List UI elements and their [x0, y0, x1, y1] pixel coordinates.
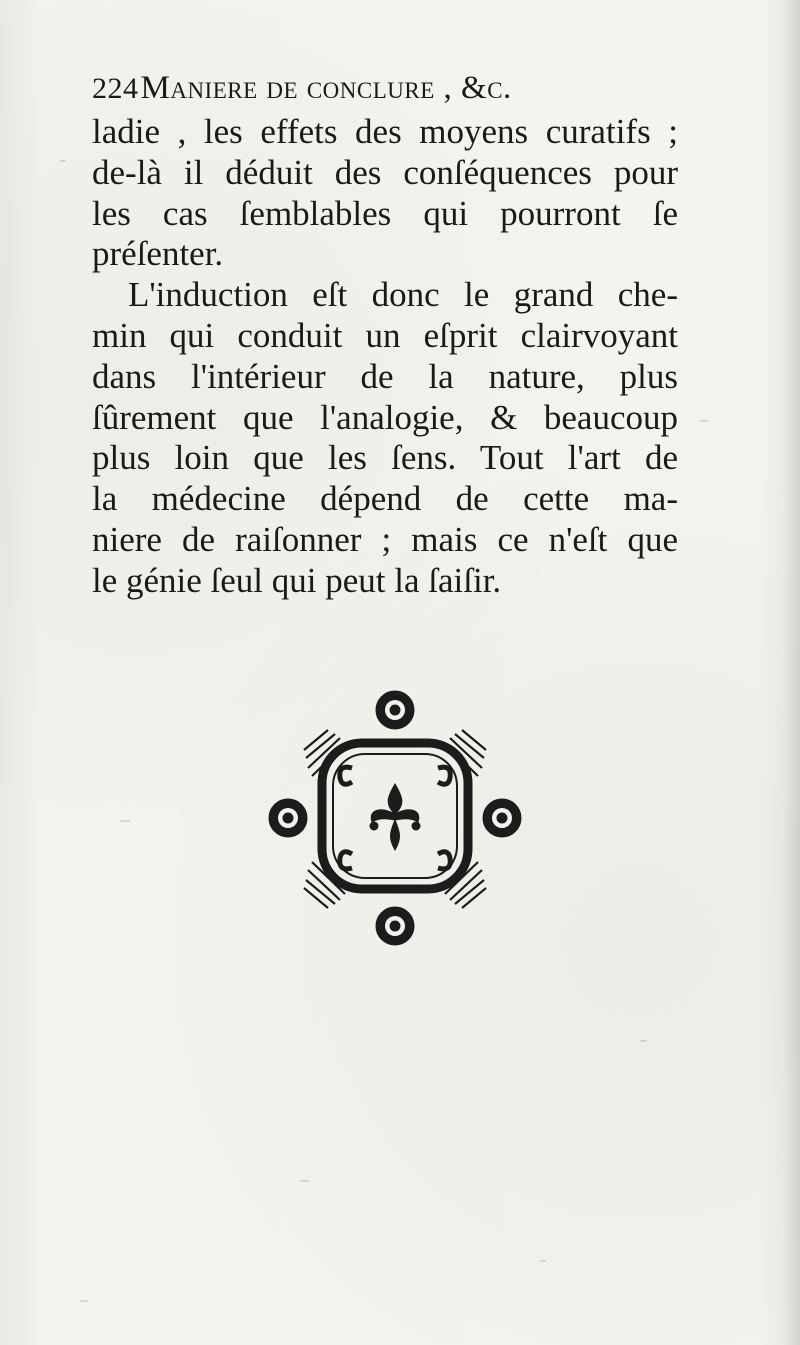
- paper-fleck: [700, 420, 708, 422]
- paper-fleck: [300, 1180, 309, 1182]
- paragraph-first-line: L'induction eſt donc le grand che-: [128, 275, 678, 315]
- text-line: plus loin que les ſens. Tout l'art de: [92, 438, 678, 478]
- running-title: Maniere de conclure , &c.: [140, 70, 512, 106]
- body-text: [92, 112, 678, 602]
- text-line: de-là il déduit des conſéquences pour: [92, 152, 678, 192]
- text-line: niere de raiſonner ; mais ce n'eſt que: [92, 519, 678, 559]
- paper-fleck: [80, 1300, 88, 1302]
- text-line: min qui conduit un eſprit clairvoyant: [92, 315, 678, 355]
- text-line: ſûrement que l'analogie, & beaucoup: [92, 397, 678, 437]
- text-line: les cas ſemblables qui pourront ſe: [92, 193, 678, 233]
- text-line: la médecine dépend de cette ma-: [92, 479, 678, 519]
- text-line: préſenter.: [92, 234, 224, 274]
- page-edge-shadow: [782, 0, 800, 1345]
- text-line: ladie , les effets des moyens curatifs ;: [92, 112, 678, 151]
- floral-fleuron-icon: [260, 688, 530, 950]
- running-head: [92, 68, 662, 108]
- paper-fleck: [640, 1040, 647, 1042]
- paper-fleck: [60, 160, 66, 162]
- paper-fleck: [120, 820, 130, 822]
- paper-fleck: [540, 1260, 546, 1262]
- text-line: le génie ſeul qui peut la ſaiſir.: [92, 560, 502, 600]
- text-line: dans l'intérieur de la nature, plus: [92, 356, 678, 396]
- page-number: 224: [92, 72, 139, 105]
